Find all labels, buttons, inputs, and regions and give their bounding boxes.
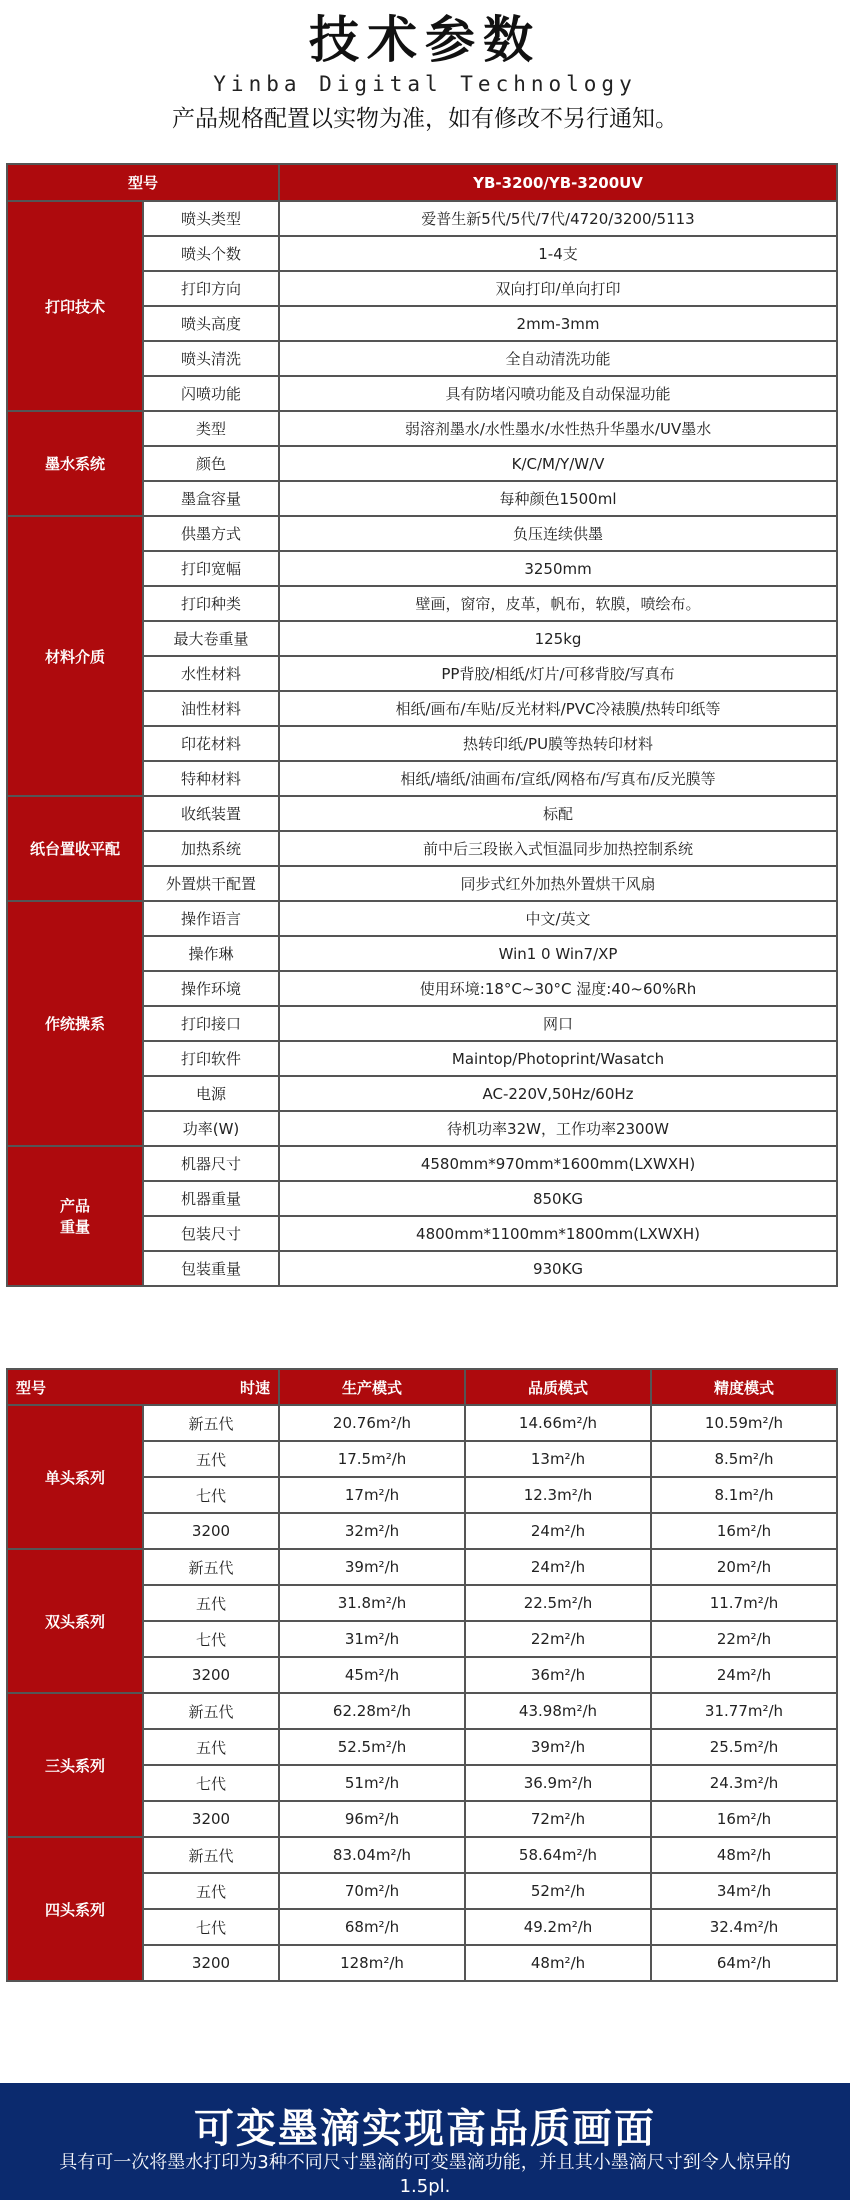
spec-value: 3250mm <box>279 551 837 586</box>
page-title: 技术参数 <box>309 11 541 69</box>
speed-value: 24m²/h <box>465 1549 651 1585</box>
speed-value: 10.59m²/h <box>651 1405 837 1441</box>
speed-value: 45m²/h <box>279 1657 465 1693</box>
speed-value: 48m²/h <box>651 1837 837 1873</box>
speed-value: 31.8m²/h <box>279 1585 465 1621</box>
speed-head-generation: 3200 <box>143 1945 279 1981</box>
spec-row <box>7 901 837 936</box>
speed-value: 22m²/h <box>465 1621 651 1657</box>
speed-value: 52.5m²/h <box>279 1729 465 1765</box>
speed-value: 39m²/h <box>465 1729 651 1765</box>
spec-group-name: 打印技术 <box>7 201 143 411</box>
speed-value: 43.98m²/h <box>465 1693 651 1729</box>
spec-label: 收纸装置 <box>143 796 279 831</box>
spec-row <box>7 411 837 446</box>
speed-value: 11.7m²/h <box>651 1585 837 1621</box>
spec-value: 125kg <box>279 621 837 656</box>
spec-value: 壁画，窗帘，皮革，帆布，软膜，喷绘布。 <box>279 586 837 621</box>
spec-notice: 产品规格配置以实物为准，如有修改不另行通知。 <box>172 106 678 132</box>
spec-label: 印花材料 <box>143 726 279 761</box>
spec-value: 同步式红外加热外置烘干风扇 <box>279 866 837 901</box>
spec-label: 机器重量 <box>143 1181 279 1216</box>
speed-value: 32.4m²/h <box>651 1909 837 1945</box>
spec-label: 类型 <box>143 411 279 446</box>
speed-head-generation: 七代 <box>143 1477 279 1513</box>
speed-value: 83.04m²/h <box>279 1837 465 1873</box>
spec-value: 930KG <box>279 1251 837 1286</box>
speed-group-name: 三头系列 <box>7 1693 143 1837</box>
speed-head-generation: 新五代 <box>143 1693 279 1729</box>
speed-value: 62.28m²/h <box>279 1693 465 1729</box>
spec-value: Maintop/Photoprint/Wasatch <box>279 1041 837 1076</box>
speed-value: 24.3m²/h <box>651 1765 837 1801</box>
spec-value: 标配 <box>279 796 837 831</box>
speed-mode-header: 生产模式 <box>279 1369 465 1405</box>
spec-label: 油性材料 <box>143 691 279 726</box>
spec-row <box>7 1146 837 1181</box>
speed-value: 36m²/h <box>465 1657 651 1693</box>
spec-label: 电源 <box>143 1076 279 1111</box>
speed-row <box>7 1837 837 1873</box>
speed-value: 17m²/h <box>279 1477 465 1513</box>
spec-value: 2mm-3mm <box>279 306 837 341</box>
speed-head-generation: 3200 <box>143 1801 279 1837</box>
spec-group-name: 产品 重量 <box>7 1146 143 1286</box>
speed-head-generation: 新五代 <box>143 1405 279 1441</box>
spec-value: 中文/英文 <box>279 901 837 936</box>
spec-label: 喷头清洗 <box>143 341 279 376</box>
speed-value: 72m²/h <box>465 1801 651 1837</box>
speed-head-generation: 五代 <box>143 1441 279 1477</box>
spec-label: 打印软件 <box>143 1041 279 1076</box>
speed-head-generation: 七代 <box>143 1909 279 1945</box>
spec-value: 每种颜色1500ml <box>279 481 837 516</box>
speed-header-model: 型号 <box>16 1378 47 1397</box>
spec-value: 4800mm*1100mm*1800mm(LXWXH) <box>279 1216 837 1251</box>
spec-value: 负压连续供墨 <box>279 516 837 551</box>
speed-group-name: 双头系列 <box>7 1549 143 1693</box>
spec-value: 使用环境:18°C~30°C 湿度:40~60%Rh <box>279 971 837 1006</box>
speed-table <box>6 1368 838 1982</box>
spec-value: 具有防堵闪喷功能及自动保湿功能 <box>279 376 837 411</box>
spec-value: 相纸/画布/车贴/反光材料/PVC冷裱膜/热转印纸等 <box>279 691 837 726</box>
speed-value: 128m²/h <box>279 1945 465 1981</box>
speed-head-generation: 七代 <box>143 1621 279 1657</box>
spec-label: 打印宽幅 <box>143 551 279 586</box>
spec-value: Win1 0 Win7/XP <box>279 936 837 971</box>
spec-label: 水性材料 <box>143 656 279 691</box>
speed-value: 16m²/h <box>651 1513 837 1549</box>
spec-value: 相纸/墙纸/油画布/宣纸/网格布/写真布/反光膜等 <box>279 761 837 796</box>
speed-value: 96m²/h <box>279 1801 465 1837</box>
spec-row <box>7 516 837 551</box>
spec-group-name: 作统操系 <box>7 901 143 1146</box>
speed-header-corner <box>7 1369 279 1405</box>
speed-value: 31m²/h <box>279 1621 465 1657</box>
speed-group-name: 单头系列 <box>7 1405 143 1549</box>
footer-banner <box>0 2083 850 2200</box>
footer-title: 可变墨滴实现高品质画面 <box>194 2106 656 2152</box>
spec-label: 喷头高度 <box>143 306 279 341</box>
speed-value: 12.3m²/h <box>465 1477 651 1513</box>
spec-label: 操作环境 <box>143 971 279 1006</box>
spec-value: 前中后三段嵌入式恒温同步加热控制系统 <box>279 831 837 866</box>
spec-label: 闪喷功能 <box>143 376 279 411</box>
speed-value: 24m²/h <box>651 1657 837 1693</box>
spec-label: 加热系统 <box>143 831 279 866</box>
speed-value: 24m²/h <box>465 1513 651 1549</box>
speed-mode-header: 精度模式 <box>651 1369 837 1405</box>
speed-row <box>7 1549 837 1585</box>
spec-row <box>7 201 837 236</box>
spec-header-row <box>7 164 837 201</box>
spec-label: 打印接口 <box>143 1006 279 1041</box>
spec-label: 供墨方式 <box>143 516 279 551</box>
spec-group-name: 墨水系统 <box>7 411 143 516</box>
spec-label: 特种材料 <box>143 761 279 796</box>
speed-value: 20.76m²/h <box>279 1405 465 1441</box>
speed-value: 14.66m²/h <box>465 1405 651 1441</box>
page-header <box>0 0 850 150</box>
spec-group-name: 纸台置收平配 <box>7 796 143 901</box>
spec-label: 功率(W) <box>143 1111 279 1146</box>
spec-value: 全自动清洗功能 <box>279 341 837 376</box>
spec-label: 机器尺寸 <box>143 1146 279 1181</box>
spec-label: 操作语言 <box>143 901 279 936</box>
speed-value: 20m²/h <box>651 1549 837 1585</box>
speed-value: 36.9m²/h <box>465 1765 651 1801</box>
speed-value: 31.77m²/h <box>651 1693 837 1729</box>
speed-value: 51m²/h <box>279 1765 465 1801</box>
speed-value: 16m²/h <box>651 1801 837 1837</box>
speed-header-speed: 时速 <box>239 1378 270 1397</box>
speed-head-generation: 七代 <box>143 1765 279 1801</box>
speed-row <box>7 1693 837 1729</box>
speed-value: 13m²/h <box>465 1441 651 1477</box>
spec-value: 4580mm*970mm*1600mm(LXWXH) <box>279 1146 837 1181</box>
spec-value: 1-4支 <box>279 236 837 271</box>
speed-value: 22m²/h <box>651 1621 837 1657</box>
speed-group-name: 四头系列 <box>7 1837 143 1981</box>
speed-value: 8.5m²/h <box>651 1441 837 1477</box>
spec-table <box>6 163 838 1287</box>
spec-label: 打印种类 <box>143 586 279 621</box>
company-name: Yinba Digital Technology <box>213 72 637 96</box>
speed-value: 32m²/h <box>279 1513 465 1549</box>
footer-description: 具有可一次将墨水打印为3种不同尺寸墨滴的可变墨滴功能，并且其小墨滴尺寸到令人惊异的1.5pl. <box>59 2152 791 2197</box>
spec-value: 热转印纸/PU膜等热转印材料 <box>279 726 837 761</box>
speed-head-generation: 五代 <box>143 1585 279 1621</box>
speed-head-generation: 新五代 <box>143 1549 279 1585</box>
spec-value: PP背胶/相纸/灯片/可移背胶/写真布 <box>279 656 837 691</box>
speed-value: 49.2m²/h <box>465 1909 651 1945</box>
speed-value: 22.5m²/h <box>465 1585 651 1621</box>
speed-mode-header: 品质模式 <box>465 1369 651 1405</box>
spec-label: 打印方向 <box>143 271 279 306</box>
speed-value: 52m²/h <box>465 1873 651 1909</box>
speed-value: 68m²/h <box>279 1909 465 1945</box>
spec-group-name: 材料介质 <box>7 516 143 796</box>
spec-value: 弱溶剂墨水/水性墨水/水性热升华墨水/UV墨水 <box>279 411 837 446</box>
speed-head-generation: 五代 <box>143 1729 279 1765</box>
spec-value: 双向打印/单向打印 <box>279 271 837 306</box>
spec-label: 喷头类型 <box>143 201 279 236</box>
speed-value: 64m²/h <box>651 1945 837 1981</box>
model-label: 型号 <box>7 164 279 201</box>
speed-head-generation: 新五代 <box>143 1837 279 1873</box>
spec-label: 最大卷重量 <box>143 621 279 656</box>
spec-label: 墨盒容量 <box>143 481 279 516</box>
spec-value: AC-220V,50Hz/60Hz <box>279 1076 837 1111</box>
speed-value: 34m²/h <box>651 1873 837 1909</box>
speed-value: 8.1m²/h <box>651 1477 837 1513</box>
speed-head-generation: 3200 <box>143 1657 279 1693</box>
spec-value: 待机功率32W，工作功率2300W <box>279 1111 837 1146</box>
spec-value: K/C/M/Y/W/V <box>279 446 837 481</box>
speed-value: 25.5m²/h <box>651 1729 837 1765</box>
spec-value: 网口 <box>279 1006 837 1041</box>
speed-head-generation: 五代 <box>143 1873 279 1909</box>
speed-head-generation: 3200 <box>143 1513 279 1549</box>
spec-label: 包装重量 <box>143 1251 279 1286</box>
spec-value: 850KG <box>279 1181 837 1216</box>
speed-row <box>7 1405 837 1441</box>
spec-label: 包装尺寸 <box>143 1216 279 1251</box>
model-value: YB-3200/YB-3200UV <box>279 164 837 201</box>
spec-label: 外置烘干配置 <box>143 866 279 901</box>
speed-value: 70m²/h <box>279 1873 465 1909</box>
speed-value: 58.64m²/h <box>465 1837 651 1873</box>
spec-row <box>7 796 837 831</box>
spec-label: 操作琳 <box>143 936 279 971</box>
speed-value: 17.5m²/h <box>279 1441 465 1477</box>
speed-value: 39m²/h <box>279 1549 465 1585</box>
spec-label: 颜色 <box>143 446 279 481</box>
spec-label: 喷头个数 <box>143 236 279 271</box>
speed-value: 48m²/h <box>465 1945 651 1981</box>
spec-value: 爱普生新5代/5代/7代/4720/3200/5113 <box>279 201 837 236</box>
speed-header-row <box>7 1369 837 1405</box>
